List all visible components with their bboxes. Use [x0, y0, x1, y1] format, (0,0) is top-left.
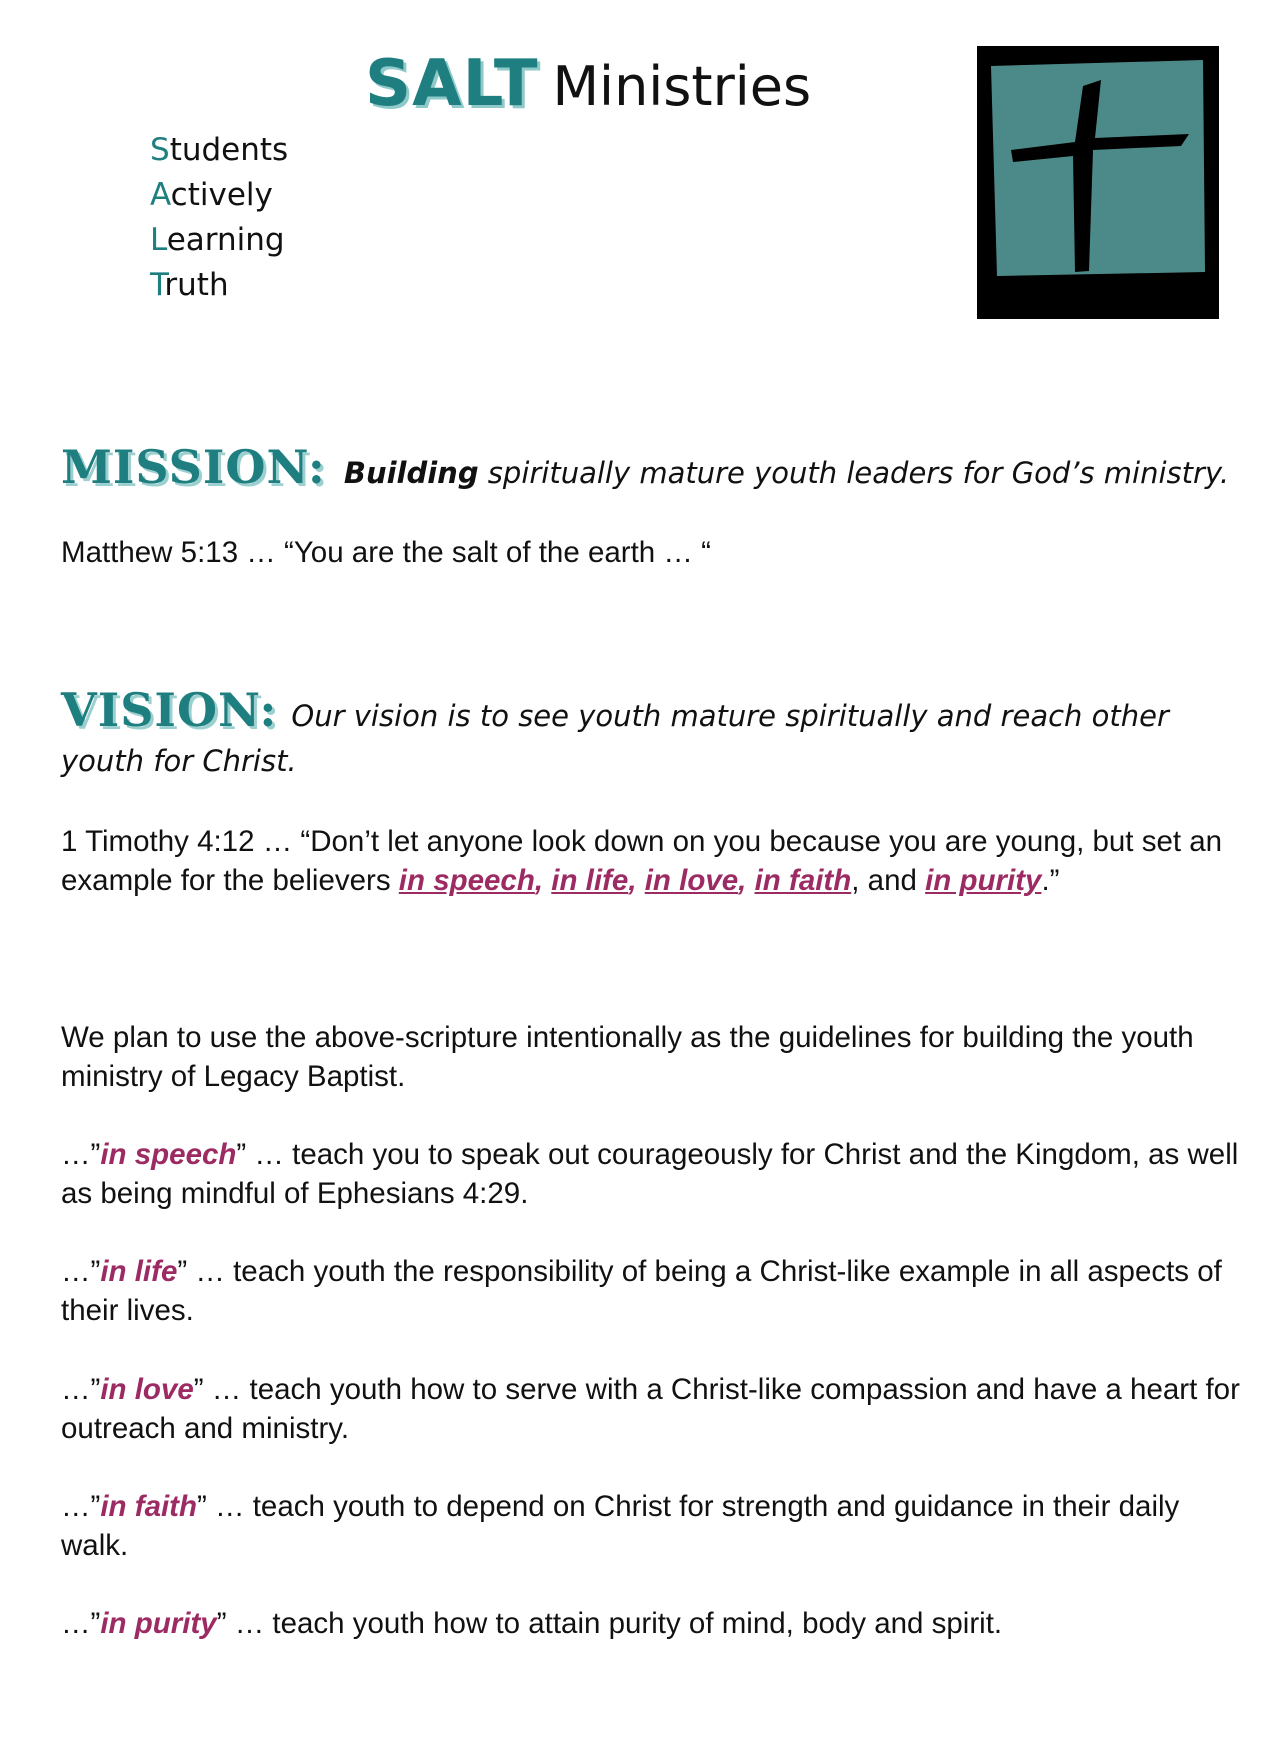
acronym-list: [150, 128, 288, 308]
plan-item-purity: [61, 1604, 1241, 1643]
plan-item-text: ” … teach youth to depend on Christ for strength and guidance in their daily walk.: [61, 1490, 1180, 1562]
acronym-letter: L: [150, 222, 167, 258]
virtue-purity: in purity: [925, 864, 1042, 897]
plan-item-prefix: …”: [61, 1255, 101, 1288]
plan-item-term: in life: [100, 1255, 178, 1288]
mission-statement-text: spiritually mature youth leaders for God’s ministry.: [478, 456, 1230, 490]
vision-verse: [61, 822, 1241, 900]
plan-item-love: [61, 1370, 1241, 1448]
acronym-letter: T: [150, 267, 165, 303]
plan-item-text: ” … teach youth how to attain purity of mind, body and spirit.: [216, 1607, 1003, 1640]
vision-statement-cont: youth for Christ.: [61, 744, 297, 778]
mission-section: [61, 440, 1229, 494]
page-title: [365, 47, 812, 121]
plan-item-text: ” … teach youth the responsibility of being a Christ-like example in all aspects of their lives.: [61, 1255, 1222, 1327]
vision-statement: Our vision is to see youth mature spiritually and reach other: [291, 699, 1169, 733]
plan-item-term: in purity: [100, 1607, 217, 1640]
virtue-life: in life: [551, 864, 629, 897]
vision-verse-end: .”: [1041, 864, 1060, 897]
title-ministries: Ministries: [552, 55, 812, 118]
virtue-faith: in faith: [754, 864, 852, 897]
mission-heading: MISSION:: [61, 440, 326, 494]
virtue-separator: ,: [628, 864, 645, 897]
acronym-line: [150, 263, 288, 308]
acronym-word: earning: [166, 222, 285, 258]
logo: [977, 46, 1219, 319]
mission-statement: [344, 456, 1229, 490]
plan-item-prefix: …”: [61, 1490, 101, 1523]
plan-item-prefix: …”: [61, 1607, 101, 1640]
acronym-word: ctively: [170, 177, 273, 213]
plan-item-term: in faith: [100, 1490, 198, 1523]
acronym-line: [150, 218, 288, 263]
acronym-letter: S: [150, 132, 170, 168]
acronym-word: tudents: [169, 132, 289, 168]
vision-section: [61, 683, 1241, 782]
virtue-separator: ,: [534, 864, 552, 897]
title-salt: SALT: [365, 47, 539, 121]
acronym-letter: A: [150, 177, 171, 213]
acronym-word: ruth: [164, 267, 229, 303]
plan-item-text: ” … teach you to speak out courageously for Christ and the Kingdom, as well as being mindful of Ephesians 4:29.: [61, 1138, 1239, 1210]
mission-verse: Matthew 5:13 … “You are the salt of the earth … “: [61, 536, 711, 569]
plan-item-speech: [61, 1135, 1241, 1213]
plan-intro: We plan to use the above-scripture intentionally as the guidelines for building the youth ministry of Legacy Baptist.: [61, 1021, 1194, 1093]
plan-item-term: in speech: [100, 1138, 237, 1171]
cross-icon: [977, 46, 1219, 319]
plan-item-life: [61, 1252, 1241, 1330]
plan-item-faith: [61, 1487, 1241, 1565]
plan-item-prefix: …”: [61, 1138, 101, 1171]
vision-verse-intro: 1 Timothy 4:12 … “Don’t let anyone look down on you because you are young, but set an example for the believers: [61, 825, 1223, 897]
plan-item-prefix: …”: [61, 1373, 101, 1406]
plan-item-term: in love: [100, 1373, 194, 1406]
mission-lead: Building: [343, 456, 479, 490]
virtue-speech: in speech: [398, 864, 535, 897]
acronym-line: [150, 173, 288, 218]
virtue-separator-and: , and: [851, 864, 926, 897]
acronym-line: [150, 128, 288, 173]
virtue-love: in love: [644, 864, 739, 897]
vision-heading: VISION:: [61, 683, 278, 737]
virtue-separator: ,: [738, 864, 755, 897]
plan-item-text: ” … teach youth how to serve with a Christ-like compassion and have a heart for outreach and ministry.: [61, 1373, 1240, 1445]
